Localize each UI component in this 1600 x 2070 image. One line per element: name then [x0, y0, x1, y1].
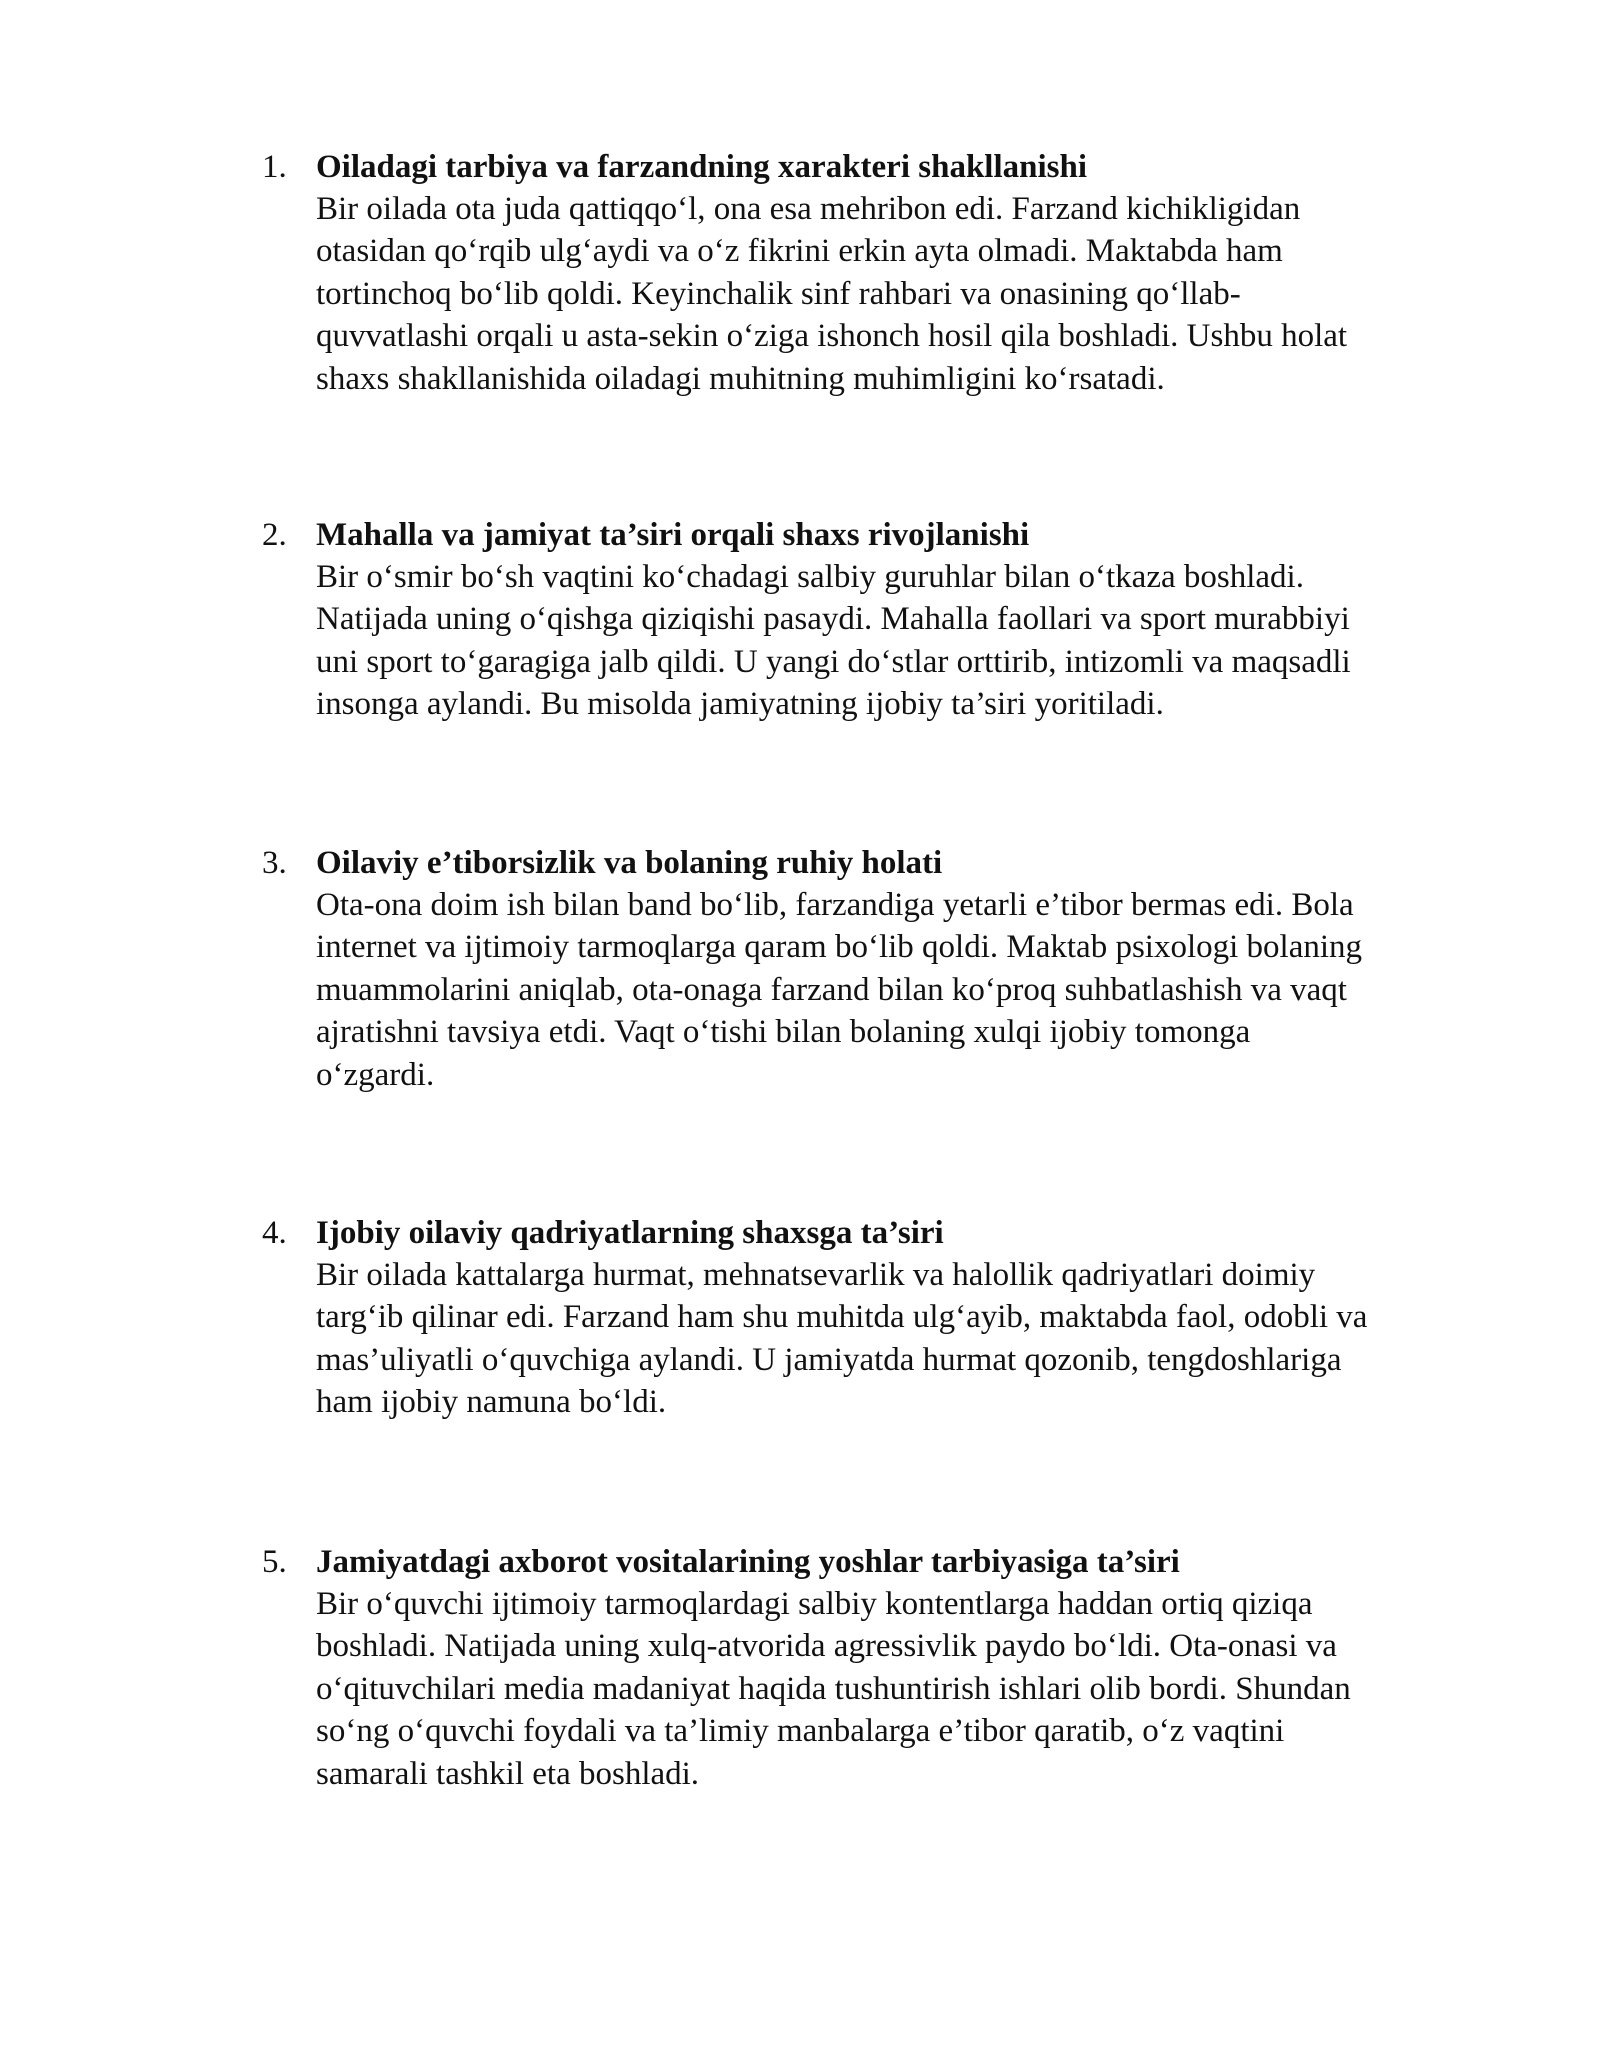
item-number: 1.	[262, 149, 287, 185]
item-title: Ijobiy oilaviy qadriyatlarning shaxsga ta’siri	[316, 1215, 944, 1251]
body-line: internet va ijtimoiy tarmoqlarga qaram bo‘lib qoldi. Maktab psixologi bolaning	[316, 929, 1363, 966]
item-title: Mahalla va jamiyat ta’siri orqali shaxs rivojlanishi	[316, 517, 1030, 553]
body-line: ajratishni tavsiya etdi. Vaqt o‘tishi bilan bolaning xulqi ijobiy tomonga	[316, 1014, 1251, 1051]
item-title: Jamiyatdagi axborot vositalarining yoshlar tarbiyasiga ta’siri	[316, 1544, 1180, 1580]
item-content	[316, 842, 1502, 1096]
item-body	[316, 1583, 1502, 1795]
item-number: 4.	[262, 1215, 287, 1251]
item-body	[316, 1254, 1502, 1424]
item-content	[316, 1541, 1502, 1795]
body-line: Bir oilada kattalarga hurmat, mehnatsevarlik va halollik qadriyatlari doimiy	[316, 1257, 1316, 1293]
body-line: so‘ng o‘quvchi foydali va ta’limiy manbalarga e’tibor qaratib, o‘z vaqtini	[316, 1713, 1285, 1750]
item-body	[316, 188, 1502, 400]
body-line: Natijada uning o‘qishga qiziqishi pasaydi. Mahalla faollari va sport murabbiyi	[316, 601, 1350, 638]
body-line: quvvatlashi orqali u asta-sekin o‘ziga ishonch hosil qila boshladi. Ushbu holat	[316, 318, 1348, 355]
body-line: o‘zgardi.	[316, 1056, 435, 1093]
body-line: mas’uliyatli o‘quvchiga aylandi. U jamiyatda hurmat qozonib, tengdoshlariga	[316, 1341, 1342, 1378]
body-line: Bir o‘quvchi ijtimoiy tarmoqlardagi salbiy kontentlarga haddan ortiq qiziqa	[316, 1586, 1313, 1622]
body-line: Bir oilada ota juda qattiqqo‘l, ona esa mehribon edi. Farzand kichikligidan	[316, 191, 1301, 227]
item-content	[316, 1212, 1502, 1424]
body-line: shaxs shakllanishida oiladagi muhitning muhimligini ko‘rsatadi.	[316, 360, 1165, 397]
item-number: 3.	[262, 845, 287, 881]
item-content	[316, 514, 1502, 726]
body-line: samarali tashkil eta boshladi.	[316, 1755, 700, 1792]
body-line: muammolarini aniqlab, ota-onaga farzand bilan ko‘proq suhbatlashish va vaqt	[316, 971, 1347, 1008]
body-line: uni sport to‘garagiga jalb qildi. U yangi do‘stlar orttirib, intizomli va maqsadli	[316, 643, 1351, 680]
body-line: tortinchoq bo‘lib qoldi. Keyinchalik sinf rahbari va onasining qo‘llab-	[316, 275, 1241, 312]
body-line: insonga aylandi. Bu misolda jamiyatning ijobiy ta’siri yoritiladi.	[316, 686, 1164, 723]
body-line: otasidan qo‘rqib ulg‘aydi va o‘z fikrini erkin ayta olmadi. Maktabda ham	[316, 233, 1283, 270]
item-number: 5.	[262, 1544, 287, 1580]
item-content	[316, 146, 1502, 400]
body-line: o‘qituvchilari media madaniyat haqida tushuntirish ishlari olib bordi. Shundan	[316, 1670, 1351, 1707]
body-line: ham ijobiy namuna bo‘ldi.	[316, 1384, 667, 1421]
item-number: 2.	[262, 517, 287, 553]
body-line: boshladi. Natijada uning xulq-atvorida agressivlik paydo bo‘ldi. Ota-onasi va	[316, 1628, 1337, 1665]
body-line: Bir o‘smir bo‘sh vaqtini ko‘chadagi salbiy guruhlar bilan o‘tkaza boshladi.	[316, 559, 1304, 595]
body-line: Ota-ona doim ish bilan band bo‘lib, farzandiga yetarli e’tibor bermas edi. Bola	[316, 887, 1354, 923]
item-body	[316, 556, 1502, 726]
body-line: targ‘ib qilinar edi. Farzand ham shu muhitda ulg‘ayib, maktabda faol, odobli va	[316, 1299, 1368, 1336]
item-title: Oilaviy e’tiborsizlik va bolaning ruhiy holati	[316, 845, 943, 881]
item-title: Oiladagi tarbiya va farzandning xarakteri shakllanishi	[316, 149, 1088, 185]
item-body	[316, 884, 1502, 1096]
